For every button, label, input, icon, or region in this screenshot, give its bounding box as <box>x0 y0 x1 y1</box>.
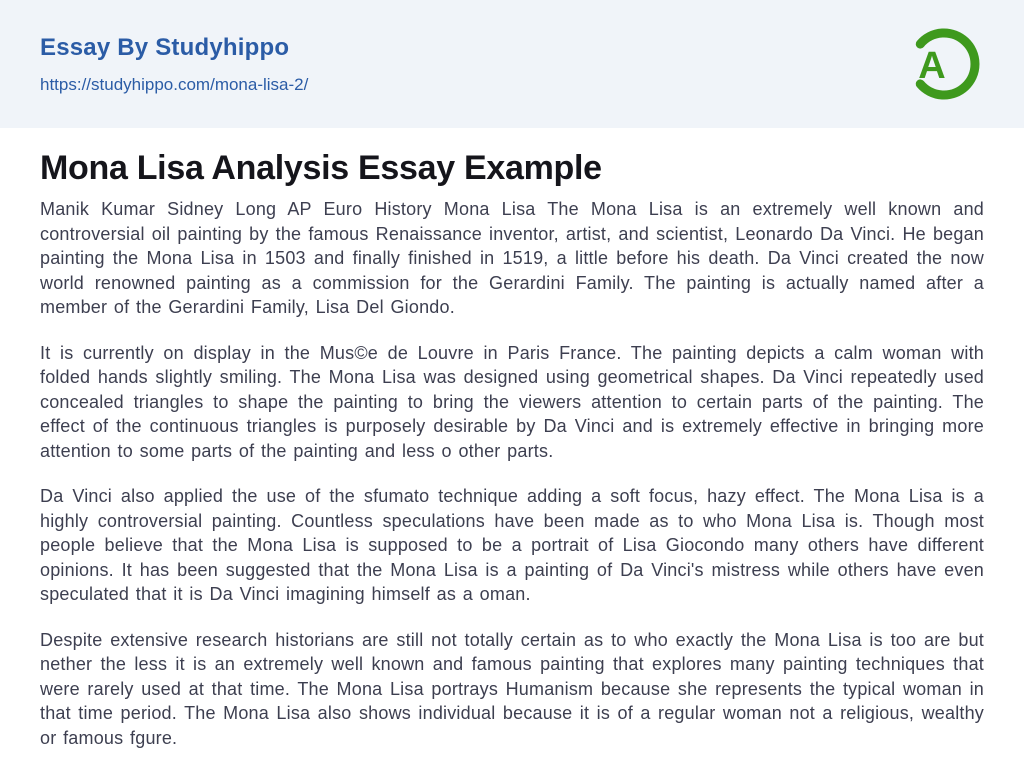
studyhippo-logo[interactable] <box>900 22 984 106</box>
page-url-link[interactable]: https://studyhippo.com/mona-lisa-2/ <box>40 74 309 94</box>
essay-paragraph-1: Manik Kumar Sidney Long AP Euro History Mona Lisa The Mona Lisa is an extremely well known and controversial oil painting by the famous Renaissance inventor, artist, and scientist, Leonardo Da Vinci. He began painting the Mona Lisa in 1503 and finally finished in 1519, a little before his death. Da Vinci created the now world renowned painting as a commission for the Gerardini Family. The painting is actually named after a member of the Gerardini Family, Lisa Del Giondo. <box>40 199 984 317</box>
site-title: Essay By Studyhippo <box>40 33 290 61</box>
logo-letter: A <box>918 45 946 87</box>
page-header <box>0 0 1024 128</box>
header-text-block <box>40 34 308 95</box>
logo-arc-icon <box>900 22 984 106</box>
essay-paragraph-4: Despite extensive research historians are still not totally certain as to who exactly the Mona Lisa is too are but nether the less it is an extremely well known and famous painting that explores many painting techniques that were rarely used at that time. The Mona Lisa portrays Humanism because she represents the typical woman in that time period. The Mona Lisa also shows individual because it is of a regular woman not a religious, wealthy or famous fgure. <box>40 629 984 748</box>
essay-paragraph-3: Da Vinci also applied the use of the sfumato technique adding a soft focus, hazy effect. The Mona Lisa is a highly controversial painting. Countless speculations have been made as to who Mona Lisa is. Though most people believe that the Mona Lisa is supposed to be a portrait of Lisa Giocondo many others have different opinions. It has been suggested that the Mona Lisa is a painting of Da Vinci's mistress while others have even speculated that it is Da Vinci imagining himself as a oman. <box>40 486 984 604</box>
essay-paragraph-2: It is currently on display in the Mus©e de Louvre in Paris France. The painting depicts a calm woman with folded hands slightly smiling. The Mona Lisa was designed using geometrical shapes. Da Vinci repeatedly used concealed triangles to shape the painting to bring the viewers attention to certain parts of the painting. The effect of the continuous triangles is purposely desirable by Da Vinci and is extremely effective in bringing more attention to some parts of the painting and less o other parts. <box>40 342 984 461</box>
essay-content <box>0 149 1024 750</box>
essay-title: Mona Lisa Analysis Essay Example <box>40 149 602 187</box>
